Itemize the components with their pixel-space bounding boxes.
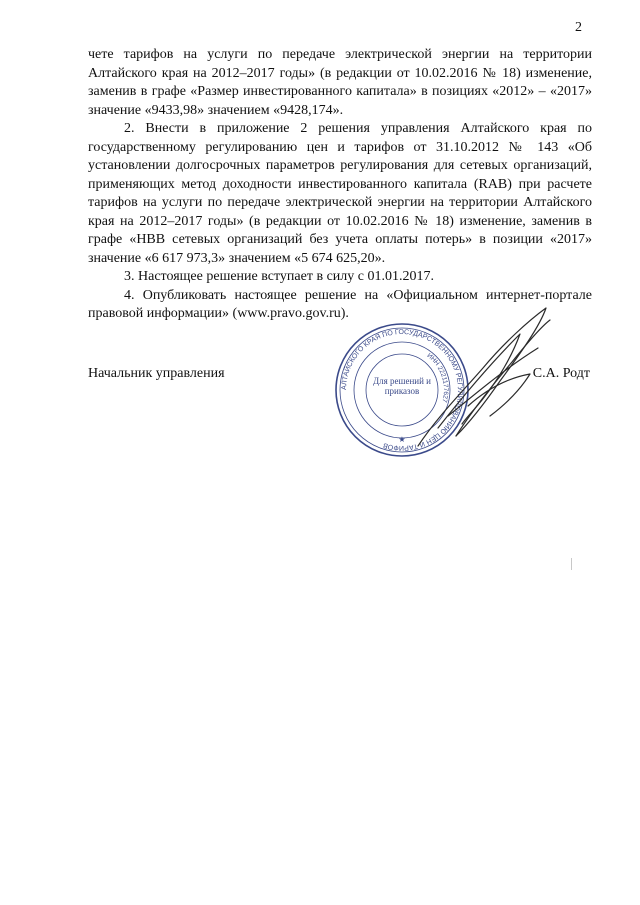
seal-inner-ring-text: ИНН 2221177627 [425, 352, 450, 404]
paragraph-item-3: 3. Настоящее решение вступает в силу с 01.01.2017. [124, 269, 434, 284]
signatory-position: Начальник управления [88, 366, 225, 381]
seal-center-text: Для решений и приказов [373, 376, 431, 396]
margin-mark [571, 558, 572, 570]
paragraph-continuation: чете тарифов на услуги по передаче электрической энергии на территории Алтайского края на 2012–2017 годы» (в редакции от 10.02.2016 № 18) изменение, заменив в графе «Размер инвестированного капитала» в позициях «2012» – «2017» значение «9433,98» значением «9428,174». [88, 47, 592, 118]
paragraph-item-4: 4. Опубликовать настоящее решение на «Официальном интернет-портале правовой информации» (www.pravo.gov.ru). [88, 287, 592, 321]
document-body [88, 46, 592, 324]
page-number: 2 [575, 20, 582, 35]
paragraph-item-2: 2. Внести в приложение 2 решения управления Алтайского края по государственному регулированию цен и тарифов от 31.10.2012 № 143 «Об установлении долгосрочных параметров регулирования для сетевых организаций, применяющих метод доходности инвестированного капитала (RAB) при расчете тарифов на услуги по передаче электрической энергии на территории Алтайского края на 2012–2017 годы» (в редакции от 10.02.2016 № 18) изменение, заменив в графе «НВВ сетевых организаций без учета оплаты потерь» в позиции «2017» значение «6 617 973,3» значением «5 674 625,20». [88, 121, 592, 266]
seal-star-icon: ★ [398, 435, 406, 444]
signatory-name: С.А. Родт [532, 366, 590, 381]
seal-ring-text: АЛТАЙСКОГО КРАЯ ПО ГОСУДАРСТВЕННОМУ РЕГУЛИРОВАНИЮ ЦЕН И ТАРИФОВ [340, 328, 464, 452]
handwritten-signature [408, 296, 558, 456]
